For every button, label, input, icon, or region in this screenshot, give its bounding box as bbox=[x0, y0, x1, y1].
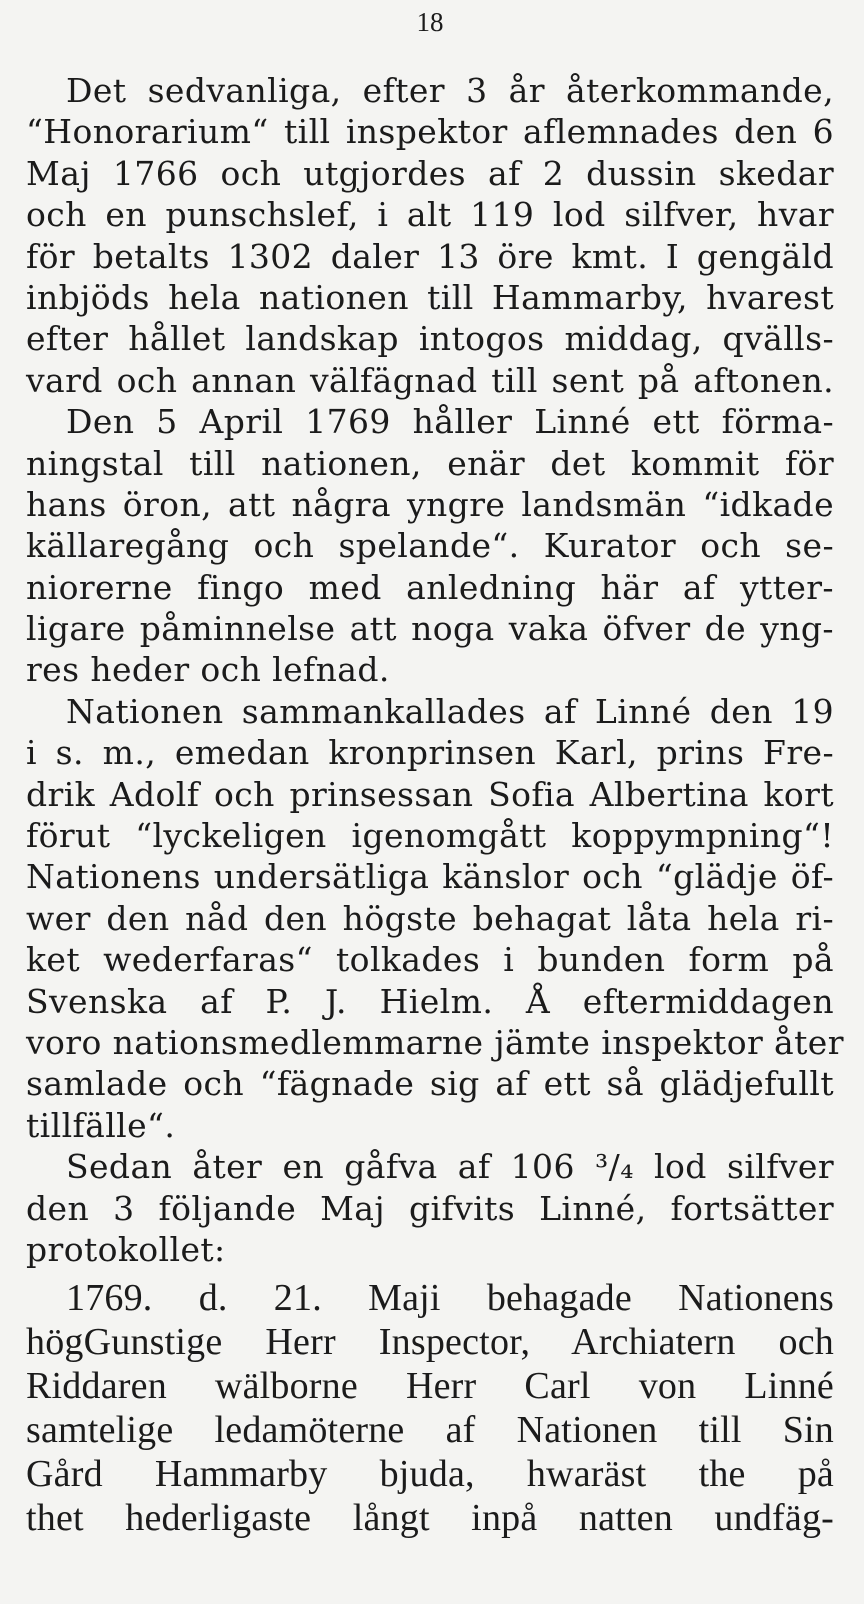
text-line: Nationen sammankallades af Linné den 19 bbox=[66, 691, 834, 731]
text-line: ket wederfaras“ tolkades i bunden form på bbox=[26, 940, 834, 980]
text-line: inbjöds hela nationen till Hammarby, hvarest bbox=[26, 277, 834, 317]
text-line: drik Adolf och prinsessan Sofia Albertina kort bbox=[26, 774, 834, 814]
text-line: voro nationsmedlemmarne jämte inspektor åter bbox=[26, 1022, 844, 1062]
text-line: för betalts 1302 daler 13 öre kmt. I gengäld bbox=[26, 236, 834, 276]
paragraph-formaningstal bbox=[26, 401, 834, 691]
text-line: i s. m., emedan kronprinsen Karl, prins Fre- bbox=[26, 733, 834, 773]
text-line: thet hederligaste långt inpå natten undfäg- bbox=[26, 1497, 834, 1540]
paragraph-honorarium bbox=[26, 70, 834, 401]
text-line: källaregång och spelande“. Kurator och se- bbox=[26, 526, 834, 566]
text-line: res heder och lefnad. bbox=[26, 650, 390, 690]
text-line: Svenska af P. J. Hielm. Å eftermiddagen bbox=[26, 981, 834, 1021]
text-line: 1769. d. 21. Maji behagade Nationens bbox=[66, 1277, 834, 1320]
text-line: samlade och “fägnade sig af ett så glädjefullt bbox=[26, 1064, 834, 1104]
text-line: protokollet: bbox=[26, 1229, 226, 1269]
text-line: och en punschslef, i alt 119 lod silfver, hvar bbox=[26, 195, 834, 235]
text-line: tillfälle“. bbox=[26, 1105, 176, 1145]
text-line: Det sedvanliga, efter 3 år återkommande, bbox=[66, 71, 834, 110]
paragraph-gafva bbox=[26, 1146, 834, 1270]
text-line: “Honorarium“ till inspektor aflemnades den 6 bbox=[26, 112, 834, 152]
text-line: ligare påminnelse att noga vaka öfver de yng- bbox=[26, 609, 834, 649]
paragraph-koppympning bbox=[26, 691, 844, 1146]
text-line: vard och annan välfägnad till sent på aftonen. bbox=[26, 360, 834, 400]
text-line: efter hållet landskap intogos middag, qvälls- bbox=[26, 319, 834, 359]
text-line: Riddaren wälborne Herr Carl von Linné bbox=[26, 1365, 834, 1408]
text-line: Maj 1766 och utgjordes af 2 dussin skedar bbox=[26, 153, 834, 193]
text-line: ningstal till nationen, enär det kommit för bbox=[26, 443, 834, 483]
text-line: högGunstige Herr Inspector, Archiatern och bbox=[26, 1321, 834, 1364]
text-line: Den 5 April 1769 håller Linné ett förma- bbox=[66, 402, 834, 442]
page-number: 18 bbox=[416, 7, 444, 37]
text-line: Nationens undersätliga känslor och “glädje öf- bbox=[26, 857, 834, 897]
text-line: samtelige ledamöterne af Nationen till Sin bbox=[26, 1409, 834, 1452]
text-line: den 3 följande Maj gifvits Linné, fortsätter bbox=[26, 1188, 834, 1228]
text-line: hans öron, att några yngre landsmän “idkade bbox=[26, 484, 834, 524]
text-line: förut “lyckeligen igenomgått koppympning“! bbox=[26, 816, 834, 856]
text-line: Gård Hammarby bjuda, hwaräst the på bbox=[26, 1453, 834, 1496]
text-line: Sedan åter en gåfva af 106 ³/₄ lod silfver bbox=[66, 1147, 834, 1187]
paragraph-protokoll-quote bbox=[26, 1276, 834, 1540]
text-line: wer den nåd den högste behagat låta hela ri- bbox=[26, 898, 834, 938]
text-line: niorerne fingo med anledning här af ytter- bbox=[26, 567, 834, 607]
